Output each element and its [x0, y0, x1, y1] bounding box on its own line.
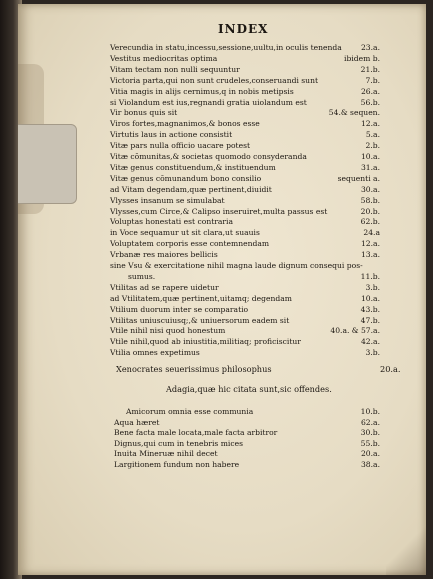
- entry-ref: 55.b.: [360, 438, 380, 448]
- entry-text: Vtile nihil nisi quod honestum: [110, 326, 226, 336]
- entry-text: Victoria parta,qui non sunt crudeles,conseruandi sunt: [110, 75, 319, 85]
- entry-ref: 10.a.: [360, 152, 380, 161]
- entry-text: Vlysses,cum Circe,& Calipso inseruiret,multa passus est: [110, 206, 328, 216]
- entry-ref: 13.a.: [360, 250, 380, 260]
- entry-text: Vestitus mediocritas optima: [110, 53, 218, 63]
- page-corner-shadow: [386, 515, 426, 575]
- entry-ref: 31.a.: [360, 162, 380, 172]
- entry-ref: 12.a.: [360, 239, 380, 249]
- entry-text: Vtilium duorum inter se comparatio: [110, 304, 249, 314]
- entry-ref: 26.a.: [360, 86, 380, 96]
- entry-ref: 47.b.: [360, 315, 380, 325]
- entry-text: Dignus,qui cum in tenebris mices: [114, 438, 243, 448]
- entry-ref: 20.a.: [360, 449, 380, 458]
- entry-ref: ibidem b.: [344, 53, 380, 63]
- adagia-heading: Adagia,quæ hic citata sunt,sic offendes.: [166, 384, 332, 394]
- entry-text: Vitam tectam non nulli sequuntur: [110, 64, 240, 74]
- entry-text: Vitæ cōmunitas,& societas quomodo consyderanda: [110, 152, 307, 161]
- entry-text: Inuita Mineruæ nihil decet: [114, 449, 218, 458]
- entry-text: sine Vsu & exercitatione nihil magna laude dignum consequi pos-: [110, 261, 363, 270]
- entry-text: sumus.: [128, 271, 156, 281]
- entry-ref: 7.b.: [365, 75, 380, 85]
- entry-text: Aqua hæret: [114, 417, 160, 427]
- entry-ref: sequenti a.: [337, 173, 380, 183]
- entry-ref: 42.a.: [360, 337, 380, 347]
- entry-text: Largitionem fundum non habere: [114, 459, 240, 469]
- entry-ref: 40.a. & 57.a.: [330, 326, 380, 336]
- entry-text: in Voce sequamur ut sit clara,ut suauis: [110, 228, 260, 238]
- entry-ref: 3.b.: [365, 348, 380, 358]
- entry-ref: 20.b.: [360, 206, 380, 216]
- entry-ref: 10.b.: [360, 407, 380, 416]
- entry-ref: 11.b.: [360, 271, 380, 281]
- entry-ref: 30.b.: [360, 428, 380, 437]
- page-header: INDEX: [218, 22, 269, 36]
- entry-text: Virtutis laus in actione consistit: [110, 130, 233, 140]
- entry-text: Vtilia omnes expetimus: [110, 348, 200, 358]
- adagia-entry: [18, 459, 426, 471]
- entry-text: Vitæ genus constituendum,& instituendum: [110, 162, 276, 172]
- entry-text: Amicorum omnia esse communia: [126, 407, 254, 416]
- entry-text: Vitæ pars nulla officio uacare potest: [110, 141, 251, 151]
- entry-ref: 43.b.: [360, 304, 380, 314]
- entry-text: Vitæ genus cōmunandum bono consilio: [110, 173, 262, 183]
- entry-ref: 24.a: [363, 228, 380, 238]
- entry-text: Voluptatem corporis esse contemnendam: [110, 239, 270, 249]
- book-page: [18, 4, 426, 575]
- entry-ref: 23.a.: [360, 43, 380, 52]
- entry-ref: 20.a.: [380, 364, 401, 374]
- entry-text: Bene facta male locata,male facta arbitror: [114, 428, 278, 437]
- entry-ref: 56.b.: [360, 97, 380, 107]
- entry-ref: 12.a.: [360, 119, 380, 129]
- index-entry: [18, 347, 426, 359]
- entry-text: Vtilitas ad se rapere uidetur: [110, 282, 219, 292]
- entry-ref: 21.b.: [360, 64, 380, 74]
- entry-text: Vtilitas uniuscuiusq;,& uniuersorum eadem sit: [110, 315, 290, 325]
- entry-ref: 62.a.: [360, 417, 380, 427]
- entry-ref: 58.b.: [360, 195, 380, 205]
- entry-text: Voluptas honestati est contraria: [110, 217, 234, 227]
- entry-text: Verecundia in statu,incessu,sessione,uultu,in oculis tenenda: [110, 43, 342, 52]
- entry-ref: 54.& sequen.: [328, 108, 380, 118]
- entry-ref: 38.a.: [360, 459, 380, 469]
- entry-ref: 5.a.: [365, 130, 380, 140]
- entry-text: Vitia magis in alijs cernimus,q in nobis metipsis: [110, 86, 294, 96]
- entry-text: Viros fortes,magnanimos,& bonos esse: [110, 119, 260, 129]
- entry-text: ad Vtilitatem,quæ pertinent,uitamq; degendam: [110, 293, 292, 303]
- entry-ref: 2.b.: [365, 141, 380, 151]
- xenocrates-entry: [116, 364, 416, 374]
- entry-text: Xenocrates seuerissimus philosophus: [116, 364, 272, 374]
- entry-text: si Violandum est ius,regnandi gratia uiolandum est: [110, 97, 307, 107]
- entry-text: ad Vitam degendam,quæ pertinent,diuidit: [110, 184, 272, 194]
- entry-ref: 3.b.: [365, 282, 380, 292]
- entry-text: Vtile nihil,quod ab iniustitia,militiaq; proficiscitur: [110, 337, 301, 347]
- entry-ref: 30.a.: [360, 184, 380, 194]
- entry-text: Vlysses insanum se simulabat: [110, 195, 225, 205]
- entry-text: Vrbanæ res maiores bellicis: [110, 250, 218, 260]
- entry-ref: 62.b.: [360, 217, 380, 227]
- entry-ref: 10.a.: [360, 293, 380, 303]
- entry-text: Vir bonus quis sit: [110, 108, 178, 118]
